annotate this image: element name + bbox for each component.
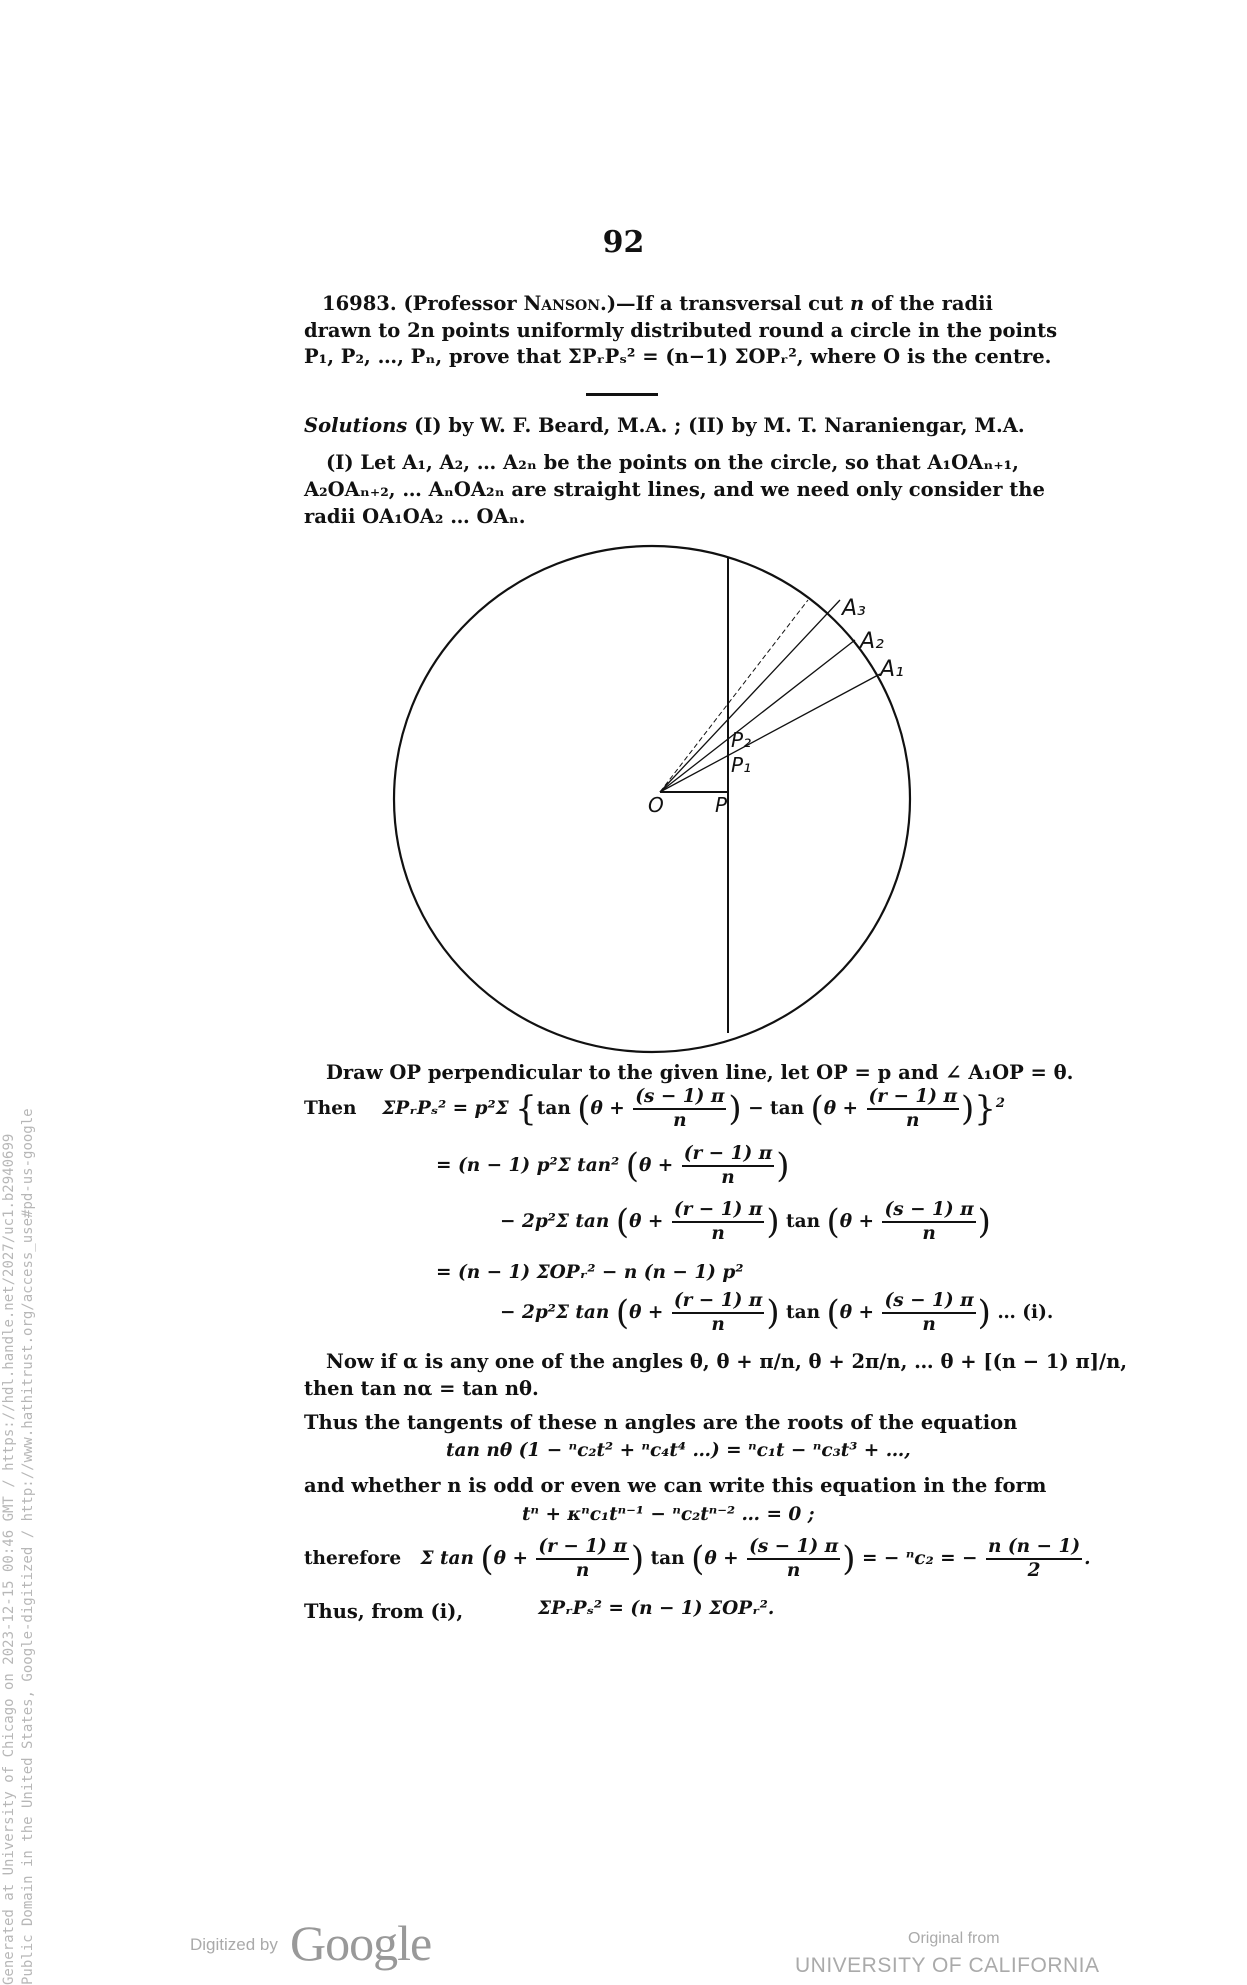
eq1-tan: tan: [536, 1098, 571, 1119]
digitized-by: Digitized by: [190, 1935, 278, 1954]
eq1-frac2: $\frac{(r - 1) \pi}{n}$: [868, 1086, 957, 1131]
problem-line-3: P₁, P₂, …, Pₙ, prove that ΣPᵣPₛ² = (n−1) ΣOPᵣ², where O is the centre.: [304, 345, 1052, 368]
solutions-authors: (I) by W. F. Beard, M.A. ; (II) by M. T. Naraniengar, M.A.: [414, 414, 1025, 437]
final-label: Thus, from (i),: [304, 1600, 464, 1623]
draw-line: Draw OP perpendicular to the given line, let OP = p and ∠ A₁OP = θ.: [326, 1061, 1074, 1084]
eq8-lhs: Σ tan: [420, 1548, 474, 1569]
radius-a2: [660, 640, 855, 792]
solutions-intro: Solutions: [304, 414, 408, 437]
author-close: .)—If a transversal cut: [600, 292, 844, 315]
eq8-rhs: = − ⁿc₂ = −: [861, 1548, 978, 1569]
eq1-frac1: $\frac{(s - 1) \pi}{n}$: [635, 1086, 725, 1131]
equation-8: therefore Σ tan (θ + $\frac{(r - 1) \pi}{n}$ ) tan (θ + $\frac{(s - 1) \pi}{n}$ ) = − ⁿc₂ = − $\frac{n (n - 1)}{2}$ .: [304, 1536, 1091, 1581]
problem-line-1: 16983. (Professor Nanson.)—If a transversal cut n of the radii: [322, 292, 993, 315]
thus-line: Thus the tangents of these n angles are the roots of the equation: [304, 1411, 1018, 1434]
equation-3: − 2p²Σ tan (θ + $\frac{(r - 1) \pi}{n}$ ) tan (θ + $\frac{(s - 1) \pi}{n}$ ): [500, 1199, 991, 1244]
page-number: 92: [602, 225, 645, 260]
google-logo: Google: [290, 1915, 432, 1971]
then-line: then tan nα = tan nθ.: [304, 1377, 539, 1400]
solution-p1-line3: radii OA₁OA₂ … OAₙ.: [304, 505, 526, 528]
side-line-2: Public Domain in the United States, Google-digitized / http://www.hathitrust.org/access_use#pd-us-google: [20, 1108, 36, 1985]
eq5-mid: tan: [786, 1302, 821, 1323]
label-a3: A₃: [842, 596, 866, 621]
problem-line-2: drawn to 2n points uniformly distributed round a circle in the points: [304, 319, 1058, 342]
label-a1: A₁: [880, 657, 904, 682]
original-from: Original from: [908, 1930, 1000, 1947]
eq1-lhs: ΣPᵣPₛ² = p²Σ: [382, 1098, 509, 1119]
label-o: O: [648, 793, 664, 817]
university-name: UNIVERSITY OF CALIFORNIA: [795, 1954, 1100, 1977]
equation-4: = (n − 1) ΣOPᵣ² − n (n − 1) p²: [436, 1262, 744, 1283]
author-open: (Professor: [403, 292, 517, 315]
therefore-label: therefore: [304, 1548, 402, 1569]
whether-line: and whether n is odd or even we can write this equation in the form: [304, 1474, 1047, 1497]
equation-7: tⁿ + κⁿc₁tⁿ⁻¹ − ⁿc₂tⁿ⁻² … = 0 ;: [522, 1504, 815, 1525]
eq5-lhs: − 2p²Σ tan: [500, 1302, 610, 1323]
label-a2: A₂: [860, 629, 884, 654]
eq8-mid: tan: [650, 1548, 685, 1569]
now-line: Now if α is any one of the angles θ, θ + π/n, θ + 2π/n, … θ + [(n − 1) π]/n,: [326, 1350, 1128, 1373]
side-watermark: [0, 1108, 38, 1985]
eq2-lhs: = (n − 1) p²Σ tan²: [436, 1155, 620, 1176]
equation-6: tan nθ (1 − ⁿc₂t² + ⁿc₄t⁴ …) = ⁿc₁t − ⁿc₃t³ + …,: [446, 1440, 911, 1461]
label-p2: P₂: [731, 728, 752, 752]
eq3-mid: tan: [786, 1211, 821, 1232]
equation-5: − 2p²Σ tan (θ + $\frac{(r - 1) \pi}{n}$ ) tan (θ + $\frac{(s - 1) \pi}{n}$ ) … (i).: [500, 1290, 1054, 1335]
eq1-theta: θ +: [590, 1098, 625, 1119]
eq3-lhs: − 2p²Σ tan: [500, 1211, 610, 1232]
solution-p1-line1: (I) Let A₁, A₂, … A₂ₙ be the points on the circle, so that A₁OAₙ₊₁,: [326, 451, 1019, 474]
eq5-tag: … (i).: [997, 1302, 1054, 1323]
then-label: Then: [304, 1098, 357, 1119]
solution-p1-line2: A₂OAₙ₊₂, … AₙOA₂ₙ are straight lines, and we need only consider the: [304, 478, 1045, 501]
final-equation: ΣPᵣPₛ² = (n − 1) ΣOPᵣ².: [538, 1598, 775, 1619]
problem-number: 16983.: [322, 292, 397, 315]
label-p1: P₁: [731, 753, 752, 777]
problem-line1-rest: of the radii: [871, 292, 993, 315]
eq1-minus: − tan: [748, 1098, 805, 1119]
radius-a1: [660, 674, 880, 792]
equation-2: = (n − 1) p²Σ tan² (θ + $\frac{(r - 1) \pi}{n}$ ): [436, 1143, 790, 1188]
equation-1: Then ΣPᵣPₛ² = p²Σ {tan (θ + $\frac{(s - 1) \pi}{n}$ ) − tan (θ + $\frac{(r - 1) \pi}{n}$ )}$^2$: [304, 1086, 1005, 1131]
eq8-frac: $\frac{n (n - 1)}{2}$: [988, 1536, 1081, 1581]
author-name: Nanson: [523, 292, 601, 315]
label-p: P: [715, 793, 728, 817]
eq1-square: 2: [995, 1095, 1005, 1111]
side-line-1: Generated at University of Chicago on 2023-12-15 00:46 GMT / https://hdl.handle.net/2027/uc1.b2940699: [1, 1133, 17, 1985]
